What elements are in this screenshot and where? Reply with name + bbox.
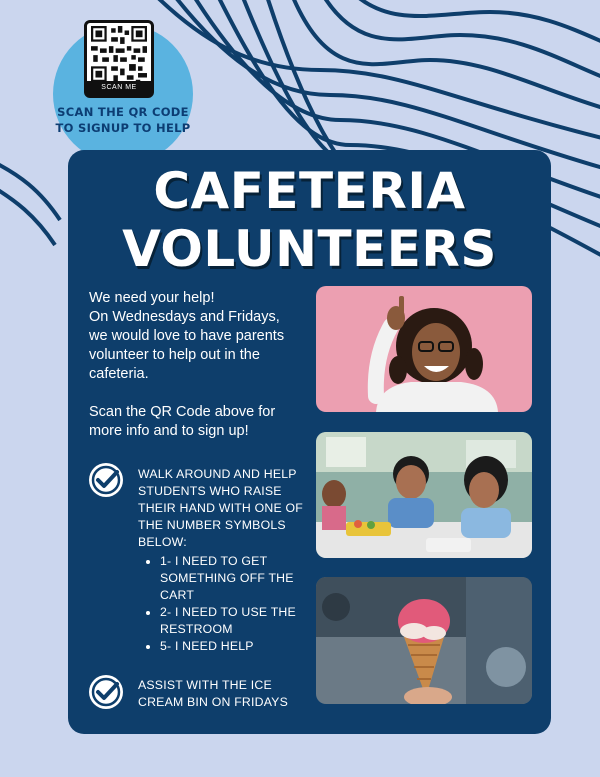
list-item: • 1- I NEED TO GET SOMETHING OFF THE CART <box>160 553 313 604</box>
task-item-2 <box>138 677 298 711</box>
intro-line2: On Wednesdays and Fridays, we would love to have parents volunteer to help out in the cafeteria. <box>89 309 285 382</box>
number-symbols-list <box>138 553 313 655</box>
task-item-1 <box>138 466 313 655</box>
qr-caption-line2: TO SIGNUP TO HELP <box>55 121 191 135</box>
photo-children-eating-lunch <box>316 432 532 558</box>
qr-code-icon <box>91 26 147 82</box>
intro-line1: We need your help! <box>89 290 215 306</box>
photo-ice-cream-cone <box>316 577 532 704</box>
page-title <box>68 162 551 278</box>
checkmark-icon <box>89 675 123 709</box>
task-1-text: WALK AROUND AND HELP STUDENTS WHO RAISE THEIR HAND WITH ONE OF THE NUMBER SYMBOLS BELOW: <box>138 467 303 549</box>
task-2-text: ASSIST WITH THE ICE CREAM BIN ON FRIDAYS <box>138 678 288 709</box>
title-line1: CAFETERIA <box>153 162 466 220</box>
list-item: • 5- I NEED HELP <box>160 638 313 655</box>
photo-girl-raising-hand <box>316 286 532 412</box>
list-item: • 2- I NEED TO USE THE RESTROOM <box>160 604 313 638</box>
qr-code[interactable] <box>84 20 154 98</box>
title-line2: VOLUNTEERS <box>122 220 497 278</box>
qr-caption-line1: SCAN THE QR CODE <box>57 105 189 119</box>
intro-line3: Scan the QR Code above for more info and to sign up! <box>89 404 276 439</box>
qr-caption <box>53 104 193 136</box>
scan-me-label: SCAN ME <box>87 81 151 95</box>
intro-text <box>89 289 289 460</box>
checkmark-icon <box>89 463 123 497</box>
